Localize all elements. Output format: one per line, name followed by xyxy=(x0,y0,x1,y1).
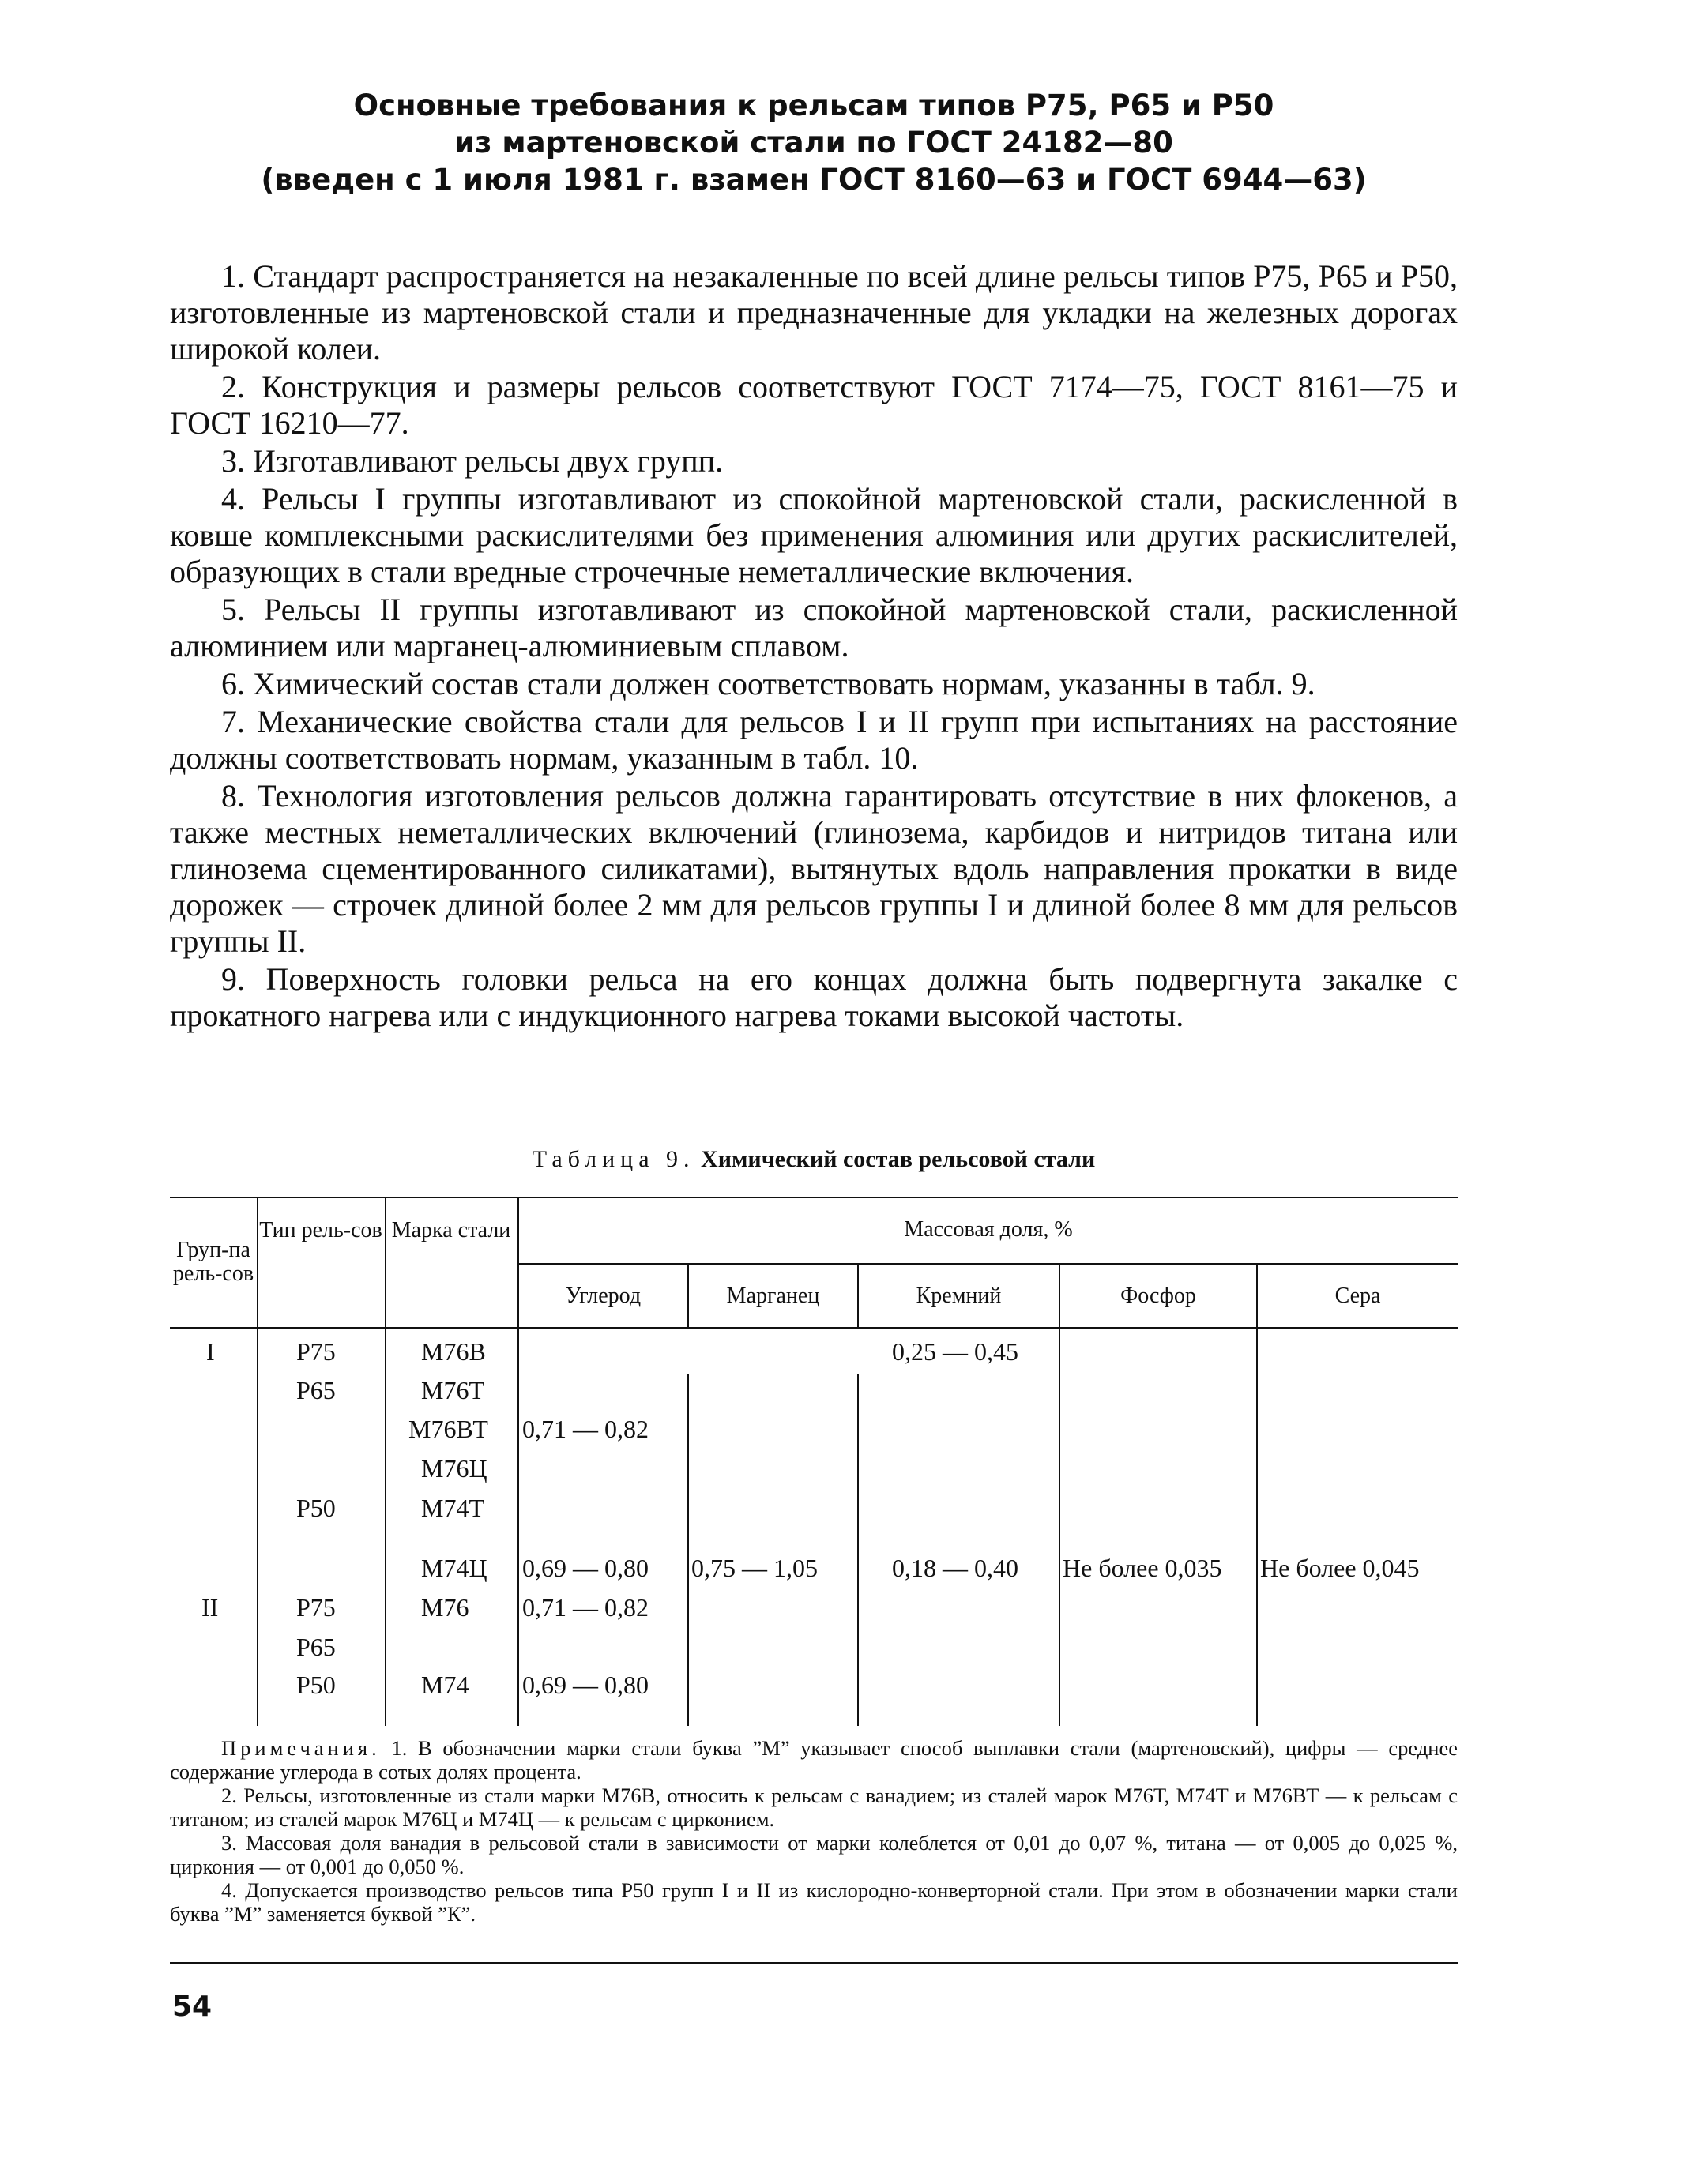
steel-grade-cell: М74 xyxy=(421,1671,469,1699)
body-text xyxy=(170,258,1458,1036)
section-heading xyxy=(170,87,1458,198)
header-phosphorus: Фосфор xyxy=(1120,1283,1196,1308)
carbon-cell: 0,69 — 0,80 xyxy=(522,1554,649,1582)
header-sulfur: Сера xyxy=(1334,1283,1381,1308)
group-cell: II xyxy=(201,1593,219,1622)
table-caption-label: Таблица 9. xyxy=(532,1146,695,1172)
table-col-divider xyxy=(257,1197,258,1726)
header-mass-fraction: Массовая доля, % xyxy=(904,1217,1073,1242)
rail-type-cell: Р75 xyxy=(296,1593,336,1622)
steel-grade-cell: М76 xyxy=(421,1593,469,1622)
paragraph-8: 8. Технология изготовления рельсов должна гарантировать отсутствие в них флокенов, а также местных неметаллических включений (глинозема, карбидов и нитридов титана или глинозема сцементированного силикатами), вытянутых вдоль направления прокатки в виде дорожек — строчек длиной более 2 мм для рельсов группы I и длиной более 8 мм для рельсов группы II. xyxy=(170,778,1458,959)
header-group: Груп-па рель-сов xyxy=(172,1238,254,1286)
table-col-divider xyxy=(857,1374,859,1726)
table-top-rule xyxy=(170,1197,1458,1198)
note-2: 2. Рельсы, изготовленные из стали марки М76В, относить к рельсам с ванадием; из сталей марок М76Т, М74Т и М76ВТ — к рельсам с титаном; из сталей марок М76Ц и М74Ц — к рельсам с цирконием. xyxy=(170,1784,1458,1831)
notes-label: Примечания. xyxy=(221,1736,381,1760)
silicon-cell: 0,25 — 0,45 xyxy=(892,1337,1018,1366)
rail-type-cell: Р65 xyxy=(296,1633,336,1661)
paragraph-2: 2. Конструкция и размеры рельсов соответствуют ГОСТ 7174—75, ГОСТ 8161—75 и ГОСТ 16210—77. xyxy=(170,369,1458,441)
paragraph-6: 6. Химический состав стали должен соответствовать нормам, указанны в табл. 9. xyxy=(221,666,1315,701)
table-notes xyxy=(170,1736,1458,1926)
carbon-cell: 0,69 — 0,80 xyxy=(522,1671,649,1699)
manganese-cell: 0,75 — 1,05 xyxy=(691,1554,818,1582)
rail-type-cell: Р65 xyxy=(296,1376,336,1404)
paragraph-9: 9. Поверхность головки рельса на его концах должна быть подвергнута закалке с прокатного нагрева или с индукционного нагрева токами высокой частоты. xyxy=(170,961,1458,1033)
note-4: 4. Допускается производство рельсов типа Р50 групп I и II из кислородно-конверторной стали. При этом в обозначении марки стали буква ”М” заменяется буквой ”К”. xyxy=(170,1878,1458,1926)
steel-grade-cell: М74Т xyxy=(421,1494,484,1522)
header-carbon: Углерод xyxy=(565,1283,642,1308)
table-caption xyxy=(170,1144,1458,1175)
carbon-cell: 0,71 — 0,82 xyxy=(522,1593,649,1622)
table-col-divider xyxy=(1256,1263,1258,1726)
header-rail-type: Тип рель-сов xyxy=(259,1218,382,1242)
steel-grade-cell: М76В xyxy=(421,1337,486,1366)
paragraph-7: 7. Механические свойства стали для рельсов I и II групп при испытаниях на расстояние должны соответствовать нормам, указанным в табл. 10. xyxy=(170,704,1458,776)
header-steel-grade: Марка стали xyxy=(391,1218,511,1242)
heading-line-1: Основные требования к рельсам типов Р75, Р65 и Р50 xyxy=(353,88,1274,122)
rail-type-cell: Р50 xyxy=(296,1494,336,1522)
chemical-composition-table xyxy=(170,1197,1458,1726)
footer-rule xyxy=(170,1962,1458,1964)
note-3: 3. Массовая доля ванадия в рельсовой стали в зависимости от марки колеблется от 0,01 до 0,07 %, титана — от 0,005 до 0,025 %, циркония — от 0,001 до 0,050 %. xyxy=(170,1831,1458,1878)
table-caption-title: Химический состав рельсовой стали xyxy=(701,1146,1096,1172)
silicon-cell: 0,18 — 0,40 xyxy=(892,1554,1018,1582)
paragraph-3: 3. Изготавливают рельсы двух групп. xyxy=(221,443,724,479)
header-silicon: Кремний xyxy=(916,1283,1002,1308)
note-1 xyxy=(170,1736,1458,1784)
rail-type-cell: Р75 xyxy=(296,1337,336,1366)
note-1-text: 1. В обозначении марки стали буква ”М” указывает способ выплавки стали (мартеновский), цифры — среднее содержание углерода в сотых долях процента. xyxy=(170,1736,1458,1784)
table-col-divider xyxy=(687,1374,689,1726)
heading-line-3: (введен с 1 июля 1981 г. взамен ГОСТ 8160—63 и ГОСТ 6944—63) xyxy=(261,163,1367,197)
rail-type-cell: Р50 xyxy=(296,1671,336,1699)
paragraph-5: 5. Рельсы II группы изготавливают из спокойной мартеновской стали, раскисленной алюминием или марганец-алюминиевым сплавом. xyxy=(170,592,1458,663)
steel-grade-cell: М76Ц xyxy=(421,1454,487,1483)
table-col-divider xyxy=(385,1197,386,1726)
steel-grade-cell: М74Ц xyxy=(421,1554,487,1582)
paragraph-1: 1. Стандарт распространяется на незакаленные по всей длине рельсы типов Р75, Р65 и Р50, изготовленные из мартеновской стали и предназначенные для укладки на железных дорогах широкой колеи. xyxy=(170,258,1458,367)
steel-grade-cell: М76ВТ xyxy=(408,1415,488,1443)
carbon-cell: 0,71 — 0,82 xyxy=(522,1415,649,1443)
header-manganese: Марганец xyxy=(726,1283,820,1308)
sulfur-cell: Не более 0,045 xyxy=(1260,1554,1420,1582)
table-header-rule xyxy=(170,1327,1458,1329)
steel-grade-cell: М76Т xyxy=(421,1376,484,1404)
heading-line-2: из мартеновской стали по ГОСТ 24182—80 xyxy=(454,126,1173,160)
phosphorus-cell: Не более 0,035 xyxy=(1063,1554,1222,1582)
page-number: 54 xyxy=(172,1990,213,2023)
table-col-divider xyxy=(1059,1263,1060,1726)
group-cell: I xyxy=(206,1337,215,1366)
paragraph-4: 4. Рельсы I группы изготавливают из спокойной мартеновской стали, раскисленной в ковше комплексными раскислителями без применения алюминия или других раскислителей, образующих в стали вредные строчечные неметаллические включения. xyxy=(170,481,1458,589)
